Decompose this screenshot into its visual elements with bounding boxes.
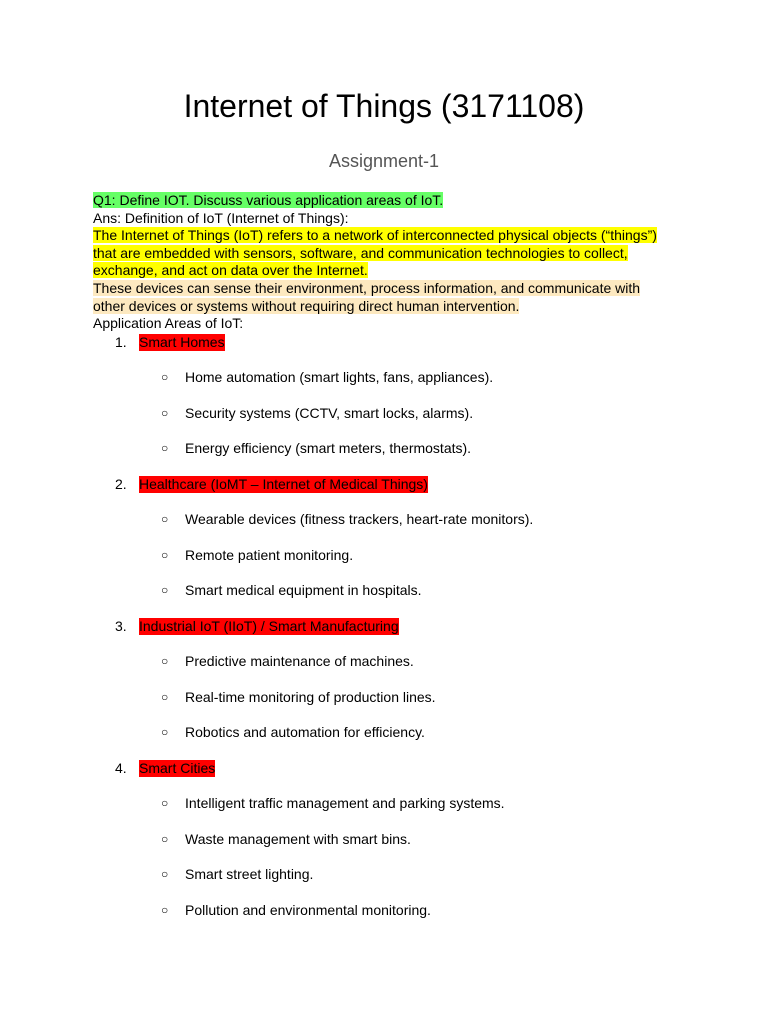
hollow-circle-bullet-icon: ○	[161, 654, 169, 669]
list-item-text: Intelligent traffic management and parking systems.	[185, 795, 505, 812]
category-heading	[93, 760, 673, 778]
page-subtitle: Assignment-1	[328, 151, 440, 171]
question-text: Q1: Define IOT. Discuss various application areas of IoT.	[93, 192, 444, 208]
category-title: Smart Cities	[139, 759, 216, 776]
hollow-circle-bullet-icon: ○	[161, 902, 169, 917]
hollow-circle-bullet-icon: ○	[161, 689, 169, 704]
category-title: Smart Homes	[139, 333, 225, 350]
category-items	[93, 511, 673, 600]
category-heading	[93, 618, 673, 636]
list-item	[93, 902, 673, 920]
hollow-circle-bullet-icon: ○	[161, 583, 169, 598]
page-title: Internet of Things (3171108)	[183, 88, 585, 124]
definition-text: The Internet of Things (IoT) refers to a network of interconnected physical objects (“things”) that are embedded with sensors, software, and communication technologies to collect, exchange, and act on data over the Internet.	[93, 227, 657, 279]
list-item	[93, 831, 673, 849]
list-item-text: Predictive maintenance of machines.	[185, 653, 414, 670]
list-item	[93, 440, 673, 458]
category-items	[93, 369, 673, 458]
list-item	[93, 689, 673, 707]
hollow-circle-bullet-icon: ○	[161, 796, 169, 811]
list-item-text: Energy efficiency (smart meters, thermostats).	[185, 440, 472, 457]
hollow-circle-bullet-icon: ○	[161, 405, 169, 420]
list-item-text: Real-time monitoring of production lines.	[185, 688, 436, 705]
list-item	[93, 405, 673, 423]
category-title: Healthcare (IoMT – Internet of Medical Things)	[139, 475, 428, 492]
hollow-circle-bullet-icon: ○	[161, 370, 169, 385]
hollow-circle-bullet-icon: ○	[161, 512, 169, 527]
category-heading	[93, 334, 673, 352]
list-item-text: Waste management with smart bins.	[185, 830, 411, 847]
category-number: 4.	[115, 759, 127, 776]
category-title: Industrial IoT (IIoT) / Smart Manufacturing	[139, 617, 399, 634]
list-item-text: Security systems (CCTV, smart locks, alarms).	[185, 404, 474, 421]
category-heading	[93, 476, 673, 494]
list-item	[93, 866, 673, 884]
list-item-text: Smart street lighting.	[185, 866, 314, 883]
list-item	[93, 653, 673, 671]
hollow-circle-bullet-icon: ○	[161, 867, 169, 882]
list-item	[93, 724, 673, 742]
definition-paragraph	[93, 227, 673, 280]
category-items	[93, 653, 673, 742]
list-item	[93, 547, 673, 565]
category-block	[93, 618, 673, 743]
document-body	[93, 192, 673, 920]
hollow-circle-bullet-icon: ○	[161, 441, 169, 456]
list-item-text: Smart medical equipment in hospitals.	[185, 582, 422, 599]
list-item-text: Remote patient monitoring.	[185, 546, 354, 563]
category-items	[93, 795, 673, 920]
category-number: 2.	[115, 475, 127, 492]
definition-note-text: These devices can sense their environment, process information, and communicate with other devices or systems without requiring direct human intervention.	[93, 279, 641, 314]
category-number: 1.	[115, 333, 127, 350]
category-block	[93, 760, 673, 920]
answer-heading: Ans: Definition of IoT (Internet of Things):	[93, 209, 349, 226]
list-item-text: Wearable devices (fitness trackers, heart-rate monitors).	[185, 511, 534, 528]
areas-heading: Application Areas of IoT:	[93, 315, 244, 332]
list-item	[93, 795, 673, 813]
hollow-circle-bullet-icon: ○	[161, 831, 169, 846]
definition-note-paragraph	[93, 280, 673, 315]
category-block	[93, 334, 673, 459]
list-item	[93, 582, 673, 600]
question-line	[93, 192, 673, 210]
category-block	[93, 476, 673, 601]
category-number: 3.	[115, 617, 127, 634]
hollow-circle-bullet-icon: ○	[161, 725, 169, 740]
list-item-text: Pollution and environmental monitoring.	[185, 901, 431, 918]
list-item	[93, 369, 673, 387]
list-item	[93, 511, 673, 529]
list-item-text: Home automation (smart lights, fans, appliances).	[185, 369, 494, 386]
hollow-circle-bullet-icon: ○	[161, 547, 169, 562]
list-item-text: Robotics and automation for efficiency.	[185, 724, 425, 741]
application-areas-list	[93, 334, 673, 920]
